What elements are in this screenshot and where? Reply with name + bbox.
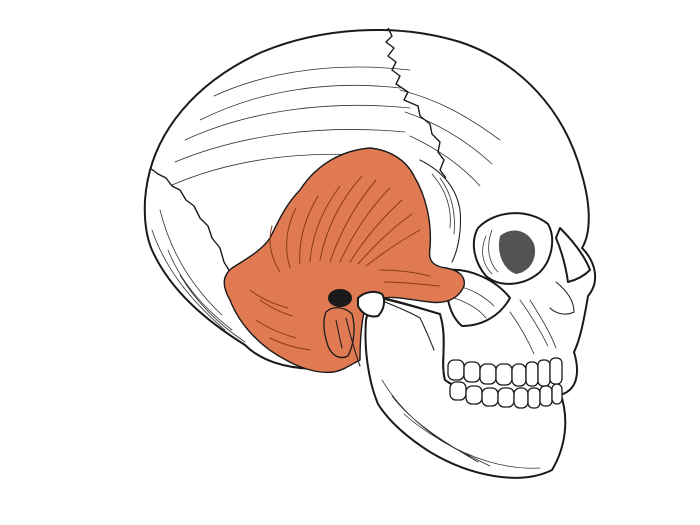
upper-tooth: [512, 364, 526, 386]
lower-tooth: [482, 388, 498, 406]
lower-tooth: [514, 388, 528, 408]
external-acoustic-meatus: [328, 289, 352, 307]
upper-tooth: [448, 360, 464, 380]
lower-tooth: [552, 384, 562, 404]
lower-tooth: [450, 382, 466, 400]
upper-tooth: [550, 358, 562, 384]
mandibular-condyle: [358, 292, 384, 317]
upper-tooth: [526, 362, 538, 386]
upper-tooth: [538, 360, 550, 386]
lower-tooth: [540, 386, 552, 406]
upper-tooth: [480, 364, 496, 384]
upper-tooth: [496, 364, 512, 385]
lower-tooth: [466, 386, 482, 404]
lower-tooth: [528, 388, 540, 408]
lower-tooth: [498, 388, 514, 407]
upper-tooth: [464, 362, 480, 382]
